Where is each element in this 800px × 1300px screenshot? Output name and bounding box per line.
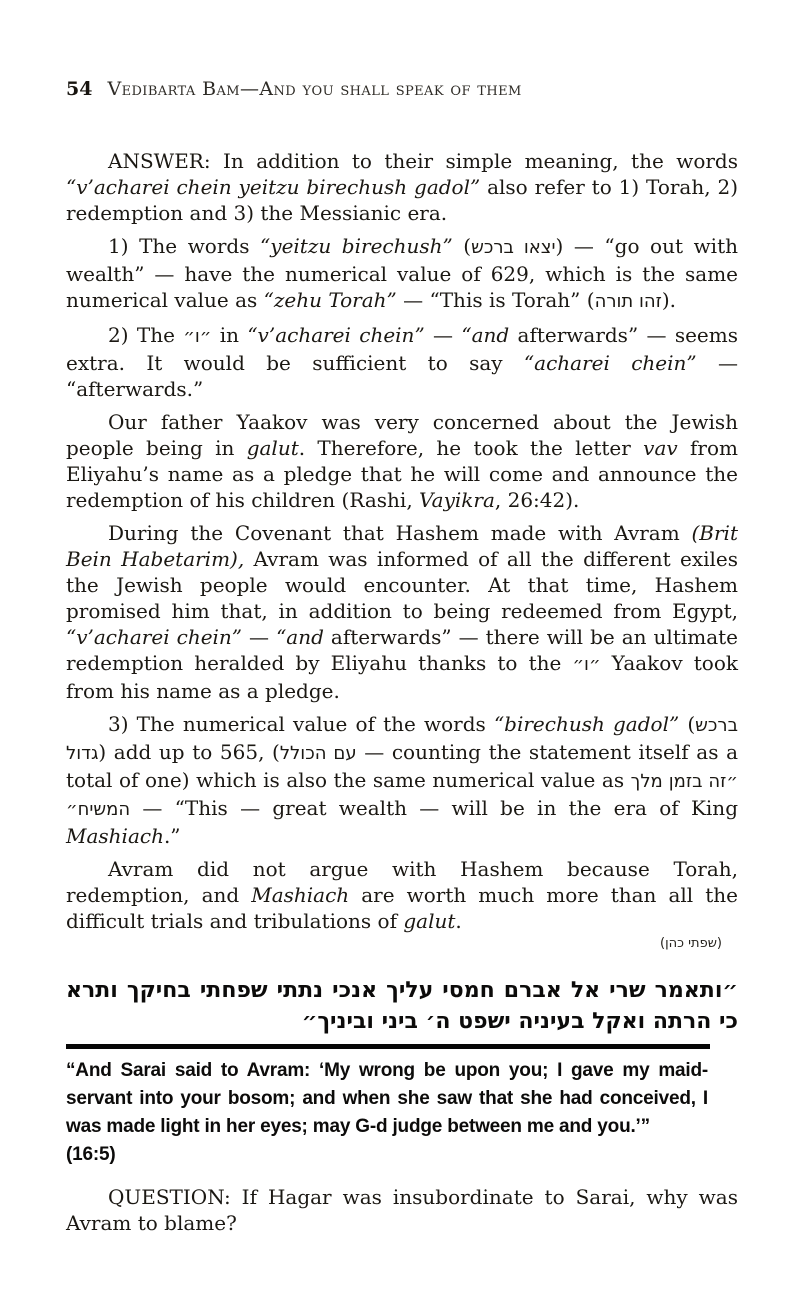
hebrew-verse: ״ותאמר שרי אל אברם חמסי עליך אנכי נתתי שפחתי בחיקך ותרא כי הרתה ואקל בעיניה ישפט ה׳ ביני וביניך״ [66,978,738,1034]
text-run: 2) The [108,323,184,347]
text-run: ( [452,234,472,258]
text-run: — [424,323,462,347]
text-run: ( [679,712,696,736]
text-run: Mashiach [66,824,164,848]
text-run: — “This — great wealth — will be in the era of King [130,796,738,820]
text-run: galut [403,909,456,933]
text-run: “v’acharei chein yeitzu birechush gadol” [66,175,481,199]
text-run: “and [276,625,324,649]
text-run: ״ו״ [572,654,601,675]
answer-paragraph-4 [66,409,738,513]
text-run: Avram was informed of all the different exiles the Jewish people would encounter. At that time, Hashem promised him that, in addition to being redeemed from Egypt, [66,547,738,623]
text-run: עם הכולל [279,743,357,764]
text-run: — counting the statement itself as a total of one) which is also the same numerical value as [66,740,739,792]
text-run: “v’acharei chein” [247,323,425,347]
text-run: 1) The words [108,234,261,258]
text-run: .” [163,824,181,848]
text-run: . [455,909,462,933]
text-run: vav [643,436,678,460]
text-run: זהו תורה [594,291,662,312]
text-run: — “afterwards.” [66,351,738,401]
text-run: ANSWER: In addition to their simple meaning, the words [108,149,738,173]
answer-paragraph-2 [66,233,738,315]
text-run: Vayikra [419,488,495,512]
text-run: יצאו ברכש [471,237,556,258]
text-run: “v’acharei chein” [66,625,243,649]
section-divider [66,1044,710,1049]
text-run: in [211,323,248,347]
text-run: — [242,625,277,649]
text-run: . Therefore, he took the letter [298,436,644,460]
text-run: 3) The numerical value of the words [108,712,494,736]
text-run: “and [461,323,510,347]
page-number: 54 [66,78,93,100]
text-run: “acharei chein” [523,351,697,375]
text-run: (Brit Bein Habetarim), [66,521,738,571]
verse-translation: “And Sarai said to Avram: ‘My wrong be upon you; I gave my maid-servant into your bosom; and when she saw that she had conceived, I was made light in her eyes; may G-d judge between me and you.’” [66,1060,708,1137]
text-run: afterwards” — there will be an ultimate redemption heralded by Eliyahu thanks to the [66,625,739,675]
answer-paragraph-5 [66,520,738,704]
text-run: Mashiach [251,883,350,907]
text-run: “yeitzu birechush” [260,234,453,258]
text-run: , 26:42). [494,488,580,512]
answer-paragraph-1 [66,148,738,226]
answer-paragraph-7 [66,856,738,934]
text-run: Avram did not argue with Hashem because Torah, redemption, and [66,857,738,907]
text-run: from Eliyahu’s name as a pledge that he will come and announce the redemption of his children (Rashi, [66,436,738,512]
text-run: — “This is Torah” ( [396,288,595,312]
text-run: Our father Yaakov was very concerned about the Jewish people being in [66,410,738,460]
text-run: also refer to 1) Torah, 2) redemption and 3) the Messianic era. [66,175,738,225]
text-run: ) — “go out with wealth” — have the numerical value of 629, which is the same numerical value as [66,234,738,312]
verse-reference: (16:5) [66,1144,116,1165]
text-run: “birechush gadol” [493,712,680,736]
text-run: “zehu Torah” [263,288,397,312]
book-title: Vedibarta Bam—And you shall speak of them [107,78,522,100]
text-run: ״ו״ [183,326,212,347]
question-paragraph [66,1184,738,1236]
page-header [66,78,738,100]
text-run: During the Covenant that Hashem made with Avram [108,521,692,545]
answer-paragraph-6 [66,711,738,849]
text-run: ״זה בזמן מלך המשיח״ [66,771,738,820]
answer-section [66,148,738,953]
text-run: are worth much more than all the difficult trials and tribulations of [66,883,739,933]
verse-section [66,975,738,1169]
text-run: ברכש גדול [66,715,738,764]
text-run: ). [661,288,677,312]
text-run: ) add up to 565, ( [98,740,280,764]
text-run: afterwards” — seems extra. It would be sufficient to say [66,323,738,375]
source-attribution: (שפתי כהן) [660,936,722,951]
text-run: QUESTION: If Hagar was insubordinate to Sarai, why was Avram to blame? [66,1185,738,1235]
answer-paragraph-3 [66,322,738,402]
text-run: galut [246,436,299,460]
text-run: Yaakov took from his name as a pledge. [66,651,738,703]
